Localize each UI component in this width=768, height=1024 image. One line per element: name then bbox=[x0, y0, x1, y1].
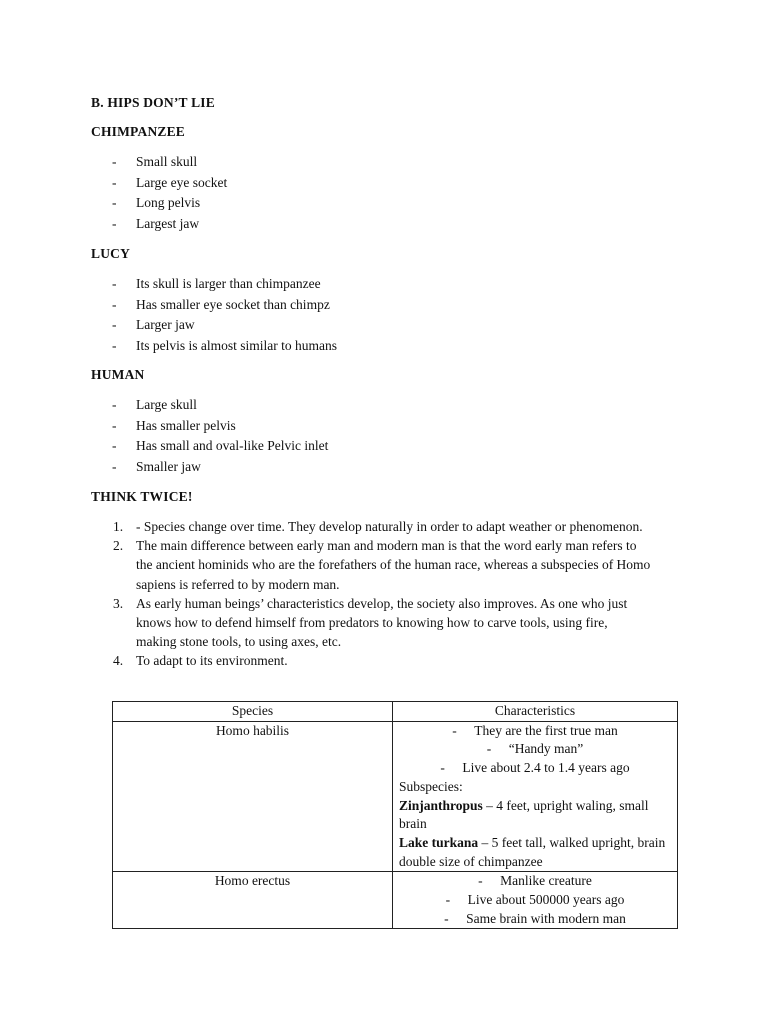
human-heading: HUMAN bbox=[91, 367, 145, 382]
characteristic-item: - Same brain with modern man bbox=[444, 910, 626, 926]
document-page: B. HIPS DON’T LIE CHIMPANZEE - Small skull - Large eye socket - Long pelvis - Largest jaw LUCY - Its skull is larger than chimpanzee - Has smaller eye socket than chimpz - Larger jaw - Its pelvis is almost similar to humans HUMAN - Large skull - Has smaller pelvis - Has small and oval-like Pelvic inlet - Smaller jaw THINK TWICE! 1. - Species change over time. They develop naturally in order to adapt weather or phenomenon. 2. The main difference between early man and modern man is that the word early man refers to the ancient hominids who are the forefathers of the human race, whereas a subspecies of Homo sapiens is referred to by modern man. 3. As early human beings’ characteristics develop, the society also improves. As one who just knows how to defend himself from predators to knowing how to carve tools, using fire, making stone tools, to using axes, etc. 4. To adapt to its environment. Species Characteristics Homo habilis - They are the first true man - “Handy man” - Live about 2.4 to 1.4 years ago Subspecies: Zinjanthropus – 4 feet, upright waling, small brain Lake turkana – 5 feet tall, walked upright, brain double size of chimpanzee Homo erectus - Manlike creature - Live about 500000 years ago - Same brain with modern man bbox=[0, 0, 768, 1024]
characteristics-cell bbox=[393, 872, 678, 929]
numbered-item: 1. - Species change over time. They develop naturally in order to adapt weather or phenomenon. bbox=[113, 519, 643, 534]
characteristics-column-header: Characteristics bbox=[393, 702, 678, 722]
subspecies-item: Lake turkana – 5 feet tall, walked upright, brain double size of chimpanzee bbox=[399, 834, 666, 869]
characteristic-item: - Live about 2.4 to 1.4 years ago bbox=[440, 760, 630, 776]
numbered-item: 2. The main difference between early man and modern man is that the word early man refers to the ancient hominids who are the forefathers of the human race, whereas a subspecies of Homo sapiens is referred to by modern man. bbox=[113, 538, 651, 592]
numbered-item: 4. To adapt to its environment. bbox=[113, 653, 288, 669]
species-column-header: Species bbox=[113, 702, 393, 722]
characteristics-cell bbox=[393, 721, 678, 872]
table-header-row bbox=[113, 702, 678, 722]
table-row bbox=[113, 721, 678, 872]
chimpanzee-heading: CHIMPANZEE bbox=[91, 124, 186, 139]
numbered-item: 3. As early human beings’ characteristics develop, the society also improves. As one who just knows how to defend himself from predators to knowing how to carve tools, using fire, making stone tools, to using axes, etc. bbox=[113, 595, 628, 650]
subspecies-item: Zinjanthropus – 4 feet, upright waling, small brain bbox=[399, 797, 649, 832]
think-twice-heading: THINK TWICE! bbox=[91, 489, 193, 504]
characteristic-item: - Live about 500000 years ago bbox=[445, 892, 625, 908]
species-table bbox=[112, 701, 678, 929]
characteristic-item: - They are the first true man bbox=[452, 722, 618, 738]
think-twice-list bbox=[91, 517, 651, 671]
subspecies-label: Subspecies: bbox=[399, 778, 463, 794]
section-title: B. HIPS DON’T LIE bbox=[91, 95, 215, 110]
characteristic-item: - “Handy man” bbox=[486, 741, 584, 757]
table-row bbox=[113, 872, 678, 929]
species-cell: Homo habilis bbox=[113, 721, 393, 872]
characteristic-item: - Manlike creature bbox=[478, 873, 592, 889]
lucy-heading: LUCY bbox=[91, 246, 131, 261]
species-cell: Homo erectus bbox=[113, 872, 393, 929]
